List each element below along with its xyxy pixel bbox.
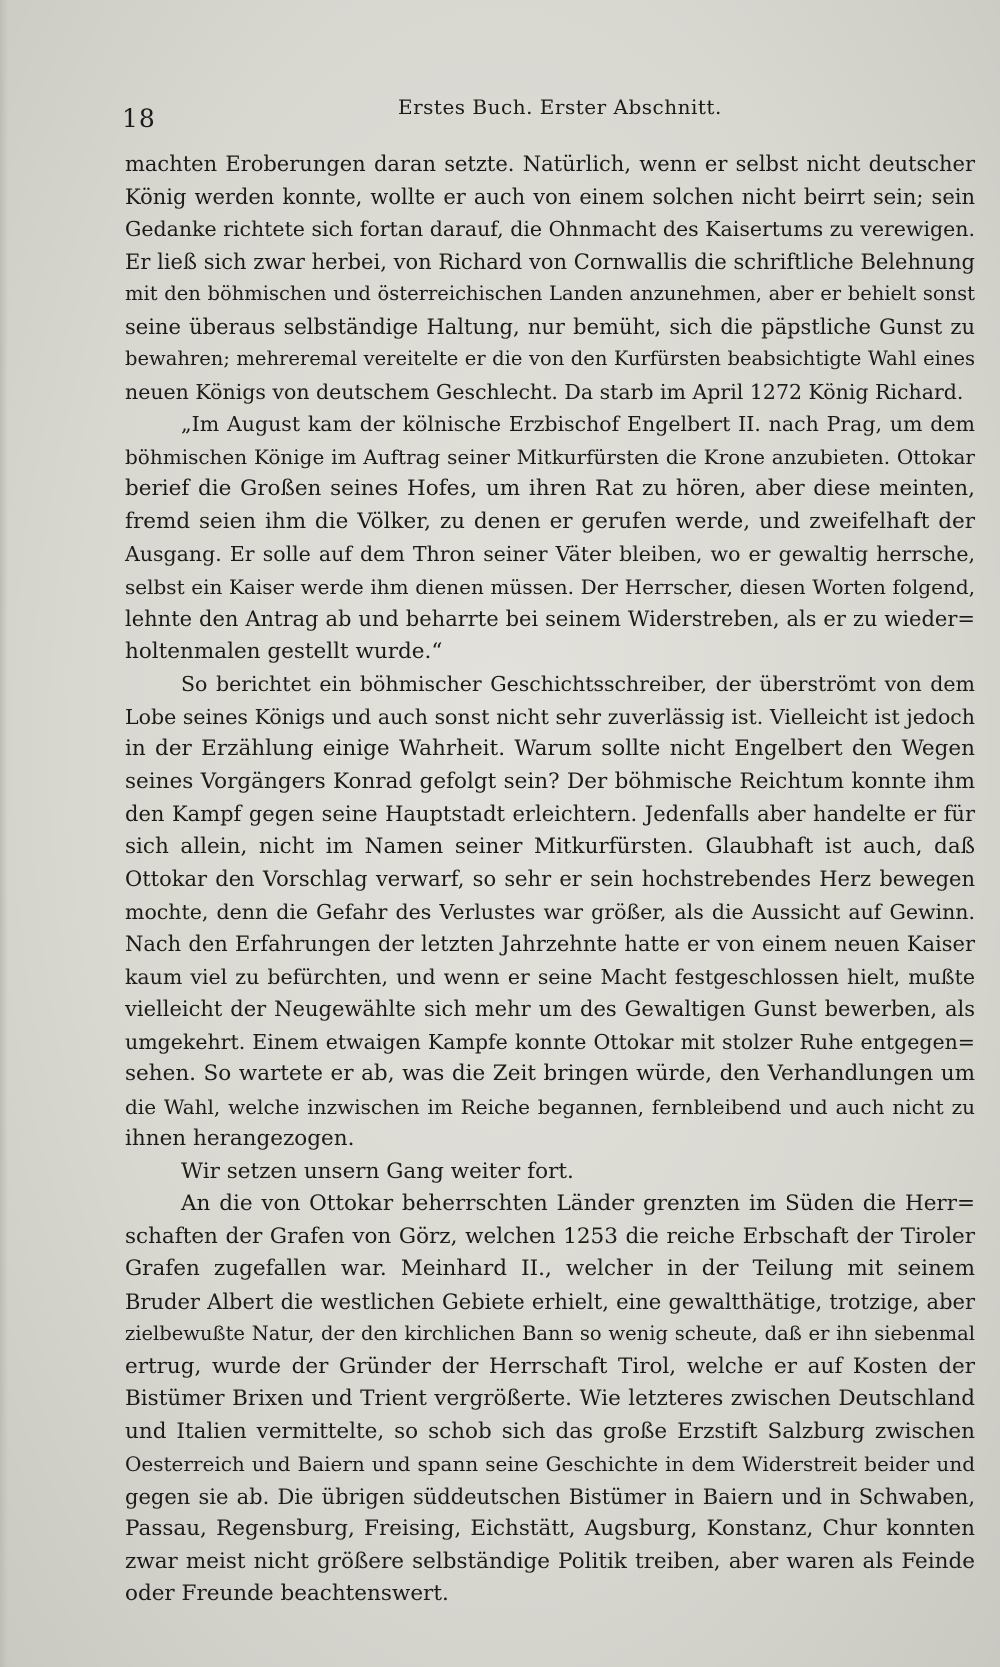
page-edge-shadow (0, 0, 8, 1667)
text-line: lehnte den Antrag ab und beharrte bei seinem Widerstreben, als er zu wieder= (125, 607, 975, 631)
text-line: oder Freunde beachtenswert. (125, 1581, 449, 1606)
text-line: und Italien vermittelte, so schob sich das große Erzstift Salzburg zwischen (125, 1418, 975, 1444)
text-line: So berichtet ein böhmischer Geschichtsschreiber, der überströmt von dem (181, 672, 975, 696)
text-line: Grafen zugefallen war. Meinhard II., welcher in der Teilung mit seinem (125, 1256, 975, 1281)
text-line: neuen Königs von deutschem Geschlecht. Da starb im April 1272 König Richard. (125, 379, 964, 404)
text-line: zwar meist nicht größere selbständige Politik treiben, aber waren als Feinde (125, 1548, 975, 1574)
text-line: die Wahl, welche inzwischen im Reiche begannen, fernbleibend und auch nicht zu (125, 1094, 975, 1119)
text-line: fremd seien ihm die Völker, zu denen er gerufen werde, und zweifelhaft der (125, 508, 975, 534)
text-line: schaften der Grafen von Görz, welchen 1253 die reiche Erbschaft der Tiroler (125, 1223, 975, 1249)
text-line: umgekehrt. Einem etwaigen Kampfe konnte Ottokar mit stolzer Ruhe entgegen= (125, 1029, 975, 1054)
text-line: Gedanke richtete sich fortan darauf, die Ohnmacht des Kaisertums zu verewigen. (125, 217, 975, 241)
text-line: Oesterreich und Baiern und spann seine Geschichte in dem Widerstreit beider und (125, 1452, 975, 1476)
text-line: An die von Ottokar beherrschten Länder grenzten im Süden die Herr= (181, 1191, 975, 1216)
text-line: ertrug, wurde der Gründer der Herrschaft Tirol, welche er auf Kosten der (125, 1353, 975, 1379)
text-line: gegen sie ab. Die übrigen süddeutschen Bistümer in Baiern und in Schwaben, (125, 1484, 975, 1509)
text-line: Passau, Regensburg, Freising, Eichstätt, Augsburg, Konstanz, Chur konnten (125, 1516, 975, 1541)
text-line: Er ließ sich zwar herbei, von Richard von Cornwallis die schriftliche Belehnung (125, 249, 975, 274)
body-text (125, 148, 975, 1611)
text-line: berief die Großen seines Hofes, um ihren Rat zu hören, aber diese meinten, (125, 476, 975, 501)
text-line: Nach den Erfahrungen der letzten Jahrzehnte hatte er von einem neuen Kaiser (125, 932, 975, 956)
text-line: „Im August kam der kölnische Erzbischof Engelbert II. nach Prag, um dem (181, 412, 975, 436)
text-line: Lobe seines Königs und auch sonst nicht sehr zuverlässig ist. Vielleicht ist jedoch (125, 704, 975, 729)
text-line: in der Erzählung einige Wahrheit. Warum sollte nicht Engelbert den Wegen (125, 736, 975, 761)
text-line: ihnen herangezogen. (125, 1126, 355, 1151)
text-line: holtenmalen gestellt wurde.“ (125, 638, 443, 664)
text-line: Ottokar den Vorschlag verwarf, so sehr er sein hochstrebendes Herz bewegen (125, 867, 975, 891)
text-line: den Kampf gegen seine Hauptstadt erleichtern. Jedenfalls aber handelte er für (125, 802, 975, 826)
text-line: sich allein, nicht im Namen seiner Mitkurfürsten. Glaubhaft ist auch, daß (125, 833, 975, 859)
page-number: 18 (122, 104, 156, 133)
text-line: zielbewußte Natur, der den kirchlichen Bann so wenig scheute, daß er ihn siebenmal (125, 1322, 975, 1345)
text-line: vielleicht der Neugewählte sich mehr um des Gewaltigen Gunst bewerben, als (125, 997, 975, 1021)
text-line: Ausgang. Er solle auf dem Thron seiner Väter bleiben, wo er gewaltig herrsche, (125, 542, 975, 566)
text-line: seine überaus selbständige Haltung, nur bemüht, sich die päpstliche Gunst zu (125, 314, 975, 339)
text-line: selbst ein Kaiser werde ihm dienen müssen. Der Herrscher, diesen Worten folgend, (125, 574, 975, 599)
text-line: bewahren; mehreremal vereitelte er die von den Kurfürsten beabsichtigte Wahl eines (125, 347, 975, 370)
text-line: machten Eroberungen daran setzte. Natürlich, wenn er selbst nicht deutscher (125, 152, 975, 176)
text-line: Bruder Albert die westlichen Gebiete erhielt, eine gewaltthätige, trotzige, aber (125, 1289, 975, 1314)
text-line: mit den böhmischen und österreichischen Landen anzunehmen, aber er behielt sonst (125, 282, 975, 305)
text-line: Bistümer Brixen und Trient vergrößerte. Wie letzteres zwischen Deutschland (125, 1386, 975, 1411)
text-line: Wir setzen unsern Gang weiter fort. (181, 1158, 574, 1184)
running-head: Erstes Buch. Erster Abschnitt. (398, 95, 722, 119)
text-line: kaum viel zu befürchten, und wenn er seine Macht festgeschlossen hielt, mußte (125, 964, 975, 989)
text-line: seines Vorgängers Konrad gefolgt sein? Der böhmische Reichtum konnte ihm (125, 768, 975, 794)
text-line: König werden konnte, wollte er auch von einem solchen nicht beirrt sein; sein (125, 184, 975, 209)
text-line: mochte, denn die Gefahr des Verlustes war größer, als die Aussicht auf Gewinn. (125, 899, 975, 924)
text-line: böhmischen Könige im Auftrag seiner Mitkurfürsten die Krone anzubieten. Ottokar (125, 444, 975, 469)
text-line: sehen. So wartete er ab, was die Zeit bringen würde, den Verhandlungen um (125, 1061, 975, 1086)
